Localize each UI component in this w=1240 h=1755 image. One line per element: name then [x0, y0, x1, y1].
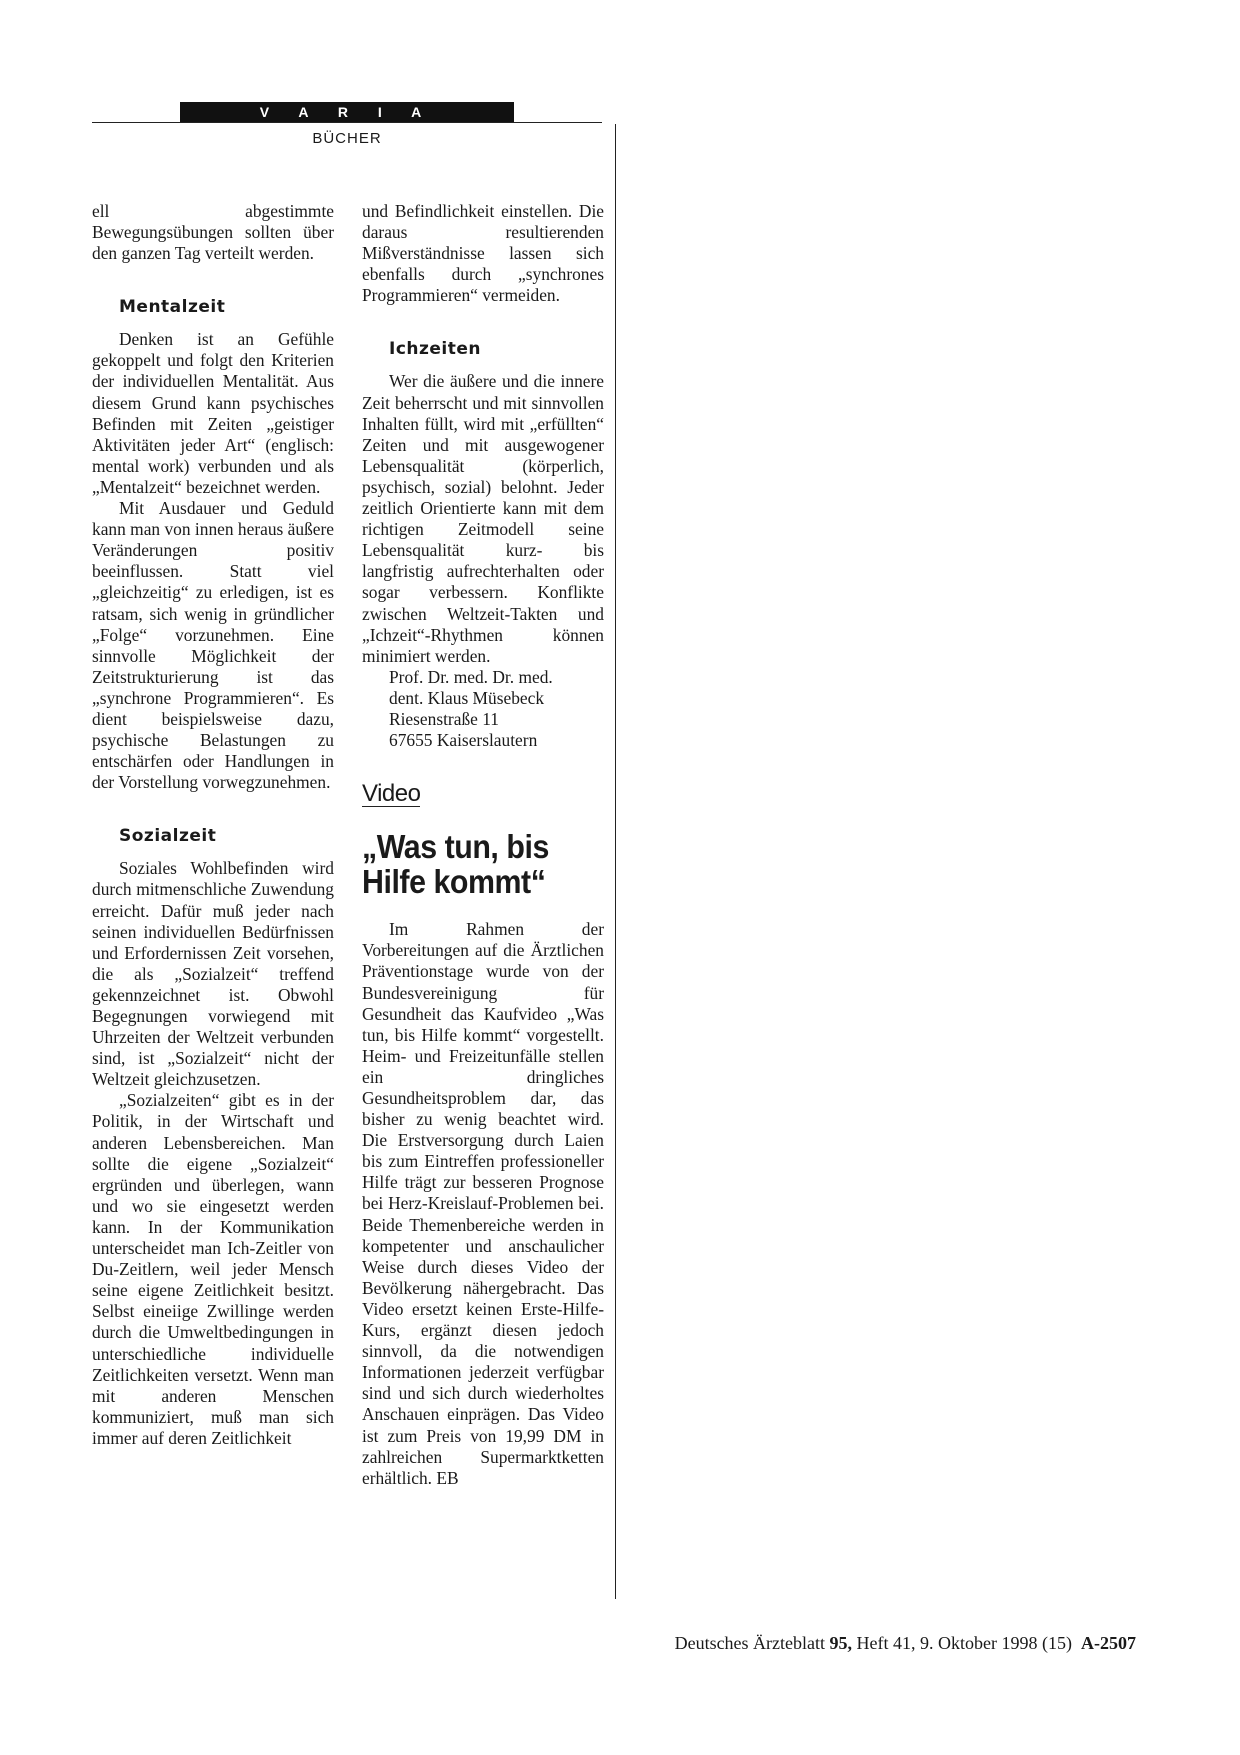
paragraph: Denken ist an Gefühle gekoppelt und folgt den Kriterien der individuellen Mentalität. Aus diesem Grund kann psychisches Befinden mit Zeiten „geistiger Aktivitäten jeder Art“ (englisch: mental work) verbunden und als „Mentalzeit“ bezeichnet werden.	[92, 329, 334, 497]
address-line: dent. Klaus Müsebeck	[389, 687, 545, 708]
page-number: A-2507	[1081, 1633, 1136, 1653]
paragraph: Soziales Wohlbefinden wird durch mitmenschliche Zuwendung erreicht. Dafür muß jeder nach seinen individuellen Bedürfnissen und Erfordernissen Zeit vorsehen, die als „Sozialzeit“ treffend gekennzeichnet ist. Obwohl Begegnungen vorwiegend mit Uhrzeiten der Weltzeit verbunden sind, ist „Sozialzeit“ nicht der Weltzeit gleichzusetzen.	[92, 858, 334, 1090]
paragraph: „Sozialzeiten“ gibt es in der Politik, in der Wirtschaft und anderen Lebensbereichen. Man sollte die eigene „Sozialzeit“ ergründen und überlegen, wann und wo sie eingesetzt werden kann. In der Kommunikation unterscheidet man Ich-Zeitler von Du-Zeitlern, weil jeder Mensch seine eigene Zeitlichkeit besitzt. Selbst eineiige Zwillinge werden durch die Umweltbedingungen in unterschiedliche individuelle Zeitlichkeiten versetzt. Wenn man mit anderen Menschen kommuniziert, muß man sich immer auf deren Zeitlichkeit	[92, 1090, 334, 1448]
video-section-label: Video	[362, 780, 421, 808]
paragraph: Im Rahmen der Vorbereitungen auf die Ärztlichen Präventionstage wurde von der Bundesvereinigung für Gesundheit das Kaufvideo „Was tun, bis Hilfe kommt“ vorgestellt. Heim- und Freizeitunfälle stellen ein dringliches Gesundheitsproblem dar, das bisher zu wenig beachtet wird. Die Erstversorgung durch Laien bis zum Eintreffen professioneller Hilfe trägt zur besseren Prognose bei Herz-Kreislauf-Problemen bei. Beide Themenbereiche werden in kompetenter und anschaulicher Weise durch dieses Video der Bevölkerung nähergebracht. Das Video ersetzt keinen Erste-Hilfe-Kurs, ergänzt diesen jedoch sinnvoll, da die notwendigen Informationen jederzeit verfügbar sind und sich durch wiederholtes Anschauen einprägen. Das Video ist zum Preis von 19,99 DM in zahlreichen Supermarktketten erhältlich. EB	[362, 919, 604, 1488]
address-line: 67655 Kaiserslautern	[389, 730, 538, 751]
section-label: BÜCHER	[312, 130, 382, 147]
right-column	[362, 201, 604, 1489]
header-rule	[92, 122, 602, 123]
column-rule	[615, 124, 616, 1599]
paragraph: Mit Ausdauer und Geduld kann man von innen heraus äußere Veränderungen positiv beeinflussen. Statt viel „gleichzeitig“ zu erledigen, ist es ratsam, sich wenig in gründlicher „Folge“ vorzunehmen. Eine sinnvolle Möglichkeit der Zeitstrukturierung ist das „synchrone Programmieren“. Es dient beispielsweise dazu, psychische Belastungen zu entschärfen oder Handlungen in der Vorstellung vorwegzunehmen.	[92, 498, 334, 793]
subheading-sozialzeit: Sozialzeit	[119, 826, 217, 847]
author-address	[362, 667, 604, 751]
page-footer	[675, 1633, 1136, 1654]
left-column	[92, 201, 334, 1449]
subheading-mentalzeit: Mentalzeit	[119, 297, 226, 318]
address-line: Prof. Dr. med. Dr. med.	[389, 666, 553, 687]
address-line: Riesenstraße 11	[389, 708, 499, 729]
paragraph: ell abgestimmte Bewegungsübungen sollten über den ganzen Tag verteilt werden.	[92, 201, 334, 264]
paragraph: und Befindlichkeit einstellen. Die daraus resultierenden Mißverständnisse lassen sich ebenfalls durch „synchrones Programmieren“ vermeiden.	[362, 201, 604, 306]
journal-name: Deutsches Ärzteblatt	[674, 1633, 826, 1653]
journal-issue: Heft 41, 9. Oktober 1998 (15)	[856, 1633, 1072, 1653]
section-band: V A R I A	[180, 102, 514, 122]
article-headline: „Was tun, bis Hilfe kommt“	[362, 828, 549, 901]
paragraph: Wer die äußere und die innere Zeit beherrscht und mit sinnvollen Inhalten füllt, wird mit „erfüllten“ Zeiten und mit ausgewogener Lebensqualität (körperlich, psychisch, sozial) belohnt. Jeder zeitlich Orientierte kann mit dem richtigen Zeitmodell seine Lebensqualität kurz- bis langfristig aufrechterhalten oder sogar verbessern. Konflikte zwischen Weltzeit-Takten und „Ichzeit“-Rhythmen können minimiert werden.	[362, 371, 604, 666]
journal-volume: 95,	[829, 1633, 853, 1653]
subheading-ichzeiten: Ichzeiten	[389, 339, 482, 360]
